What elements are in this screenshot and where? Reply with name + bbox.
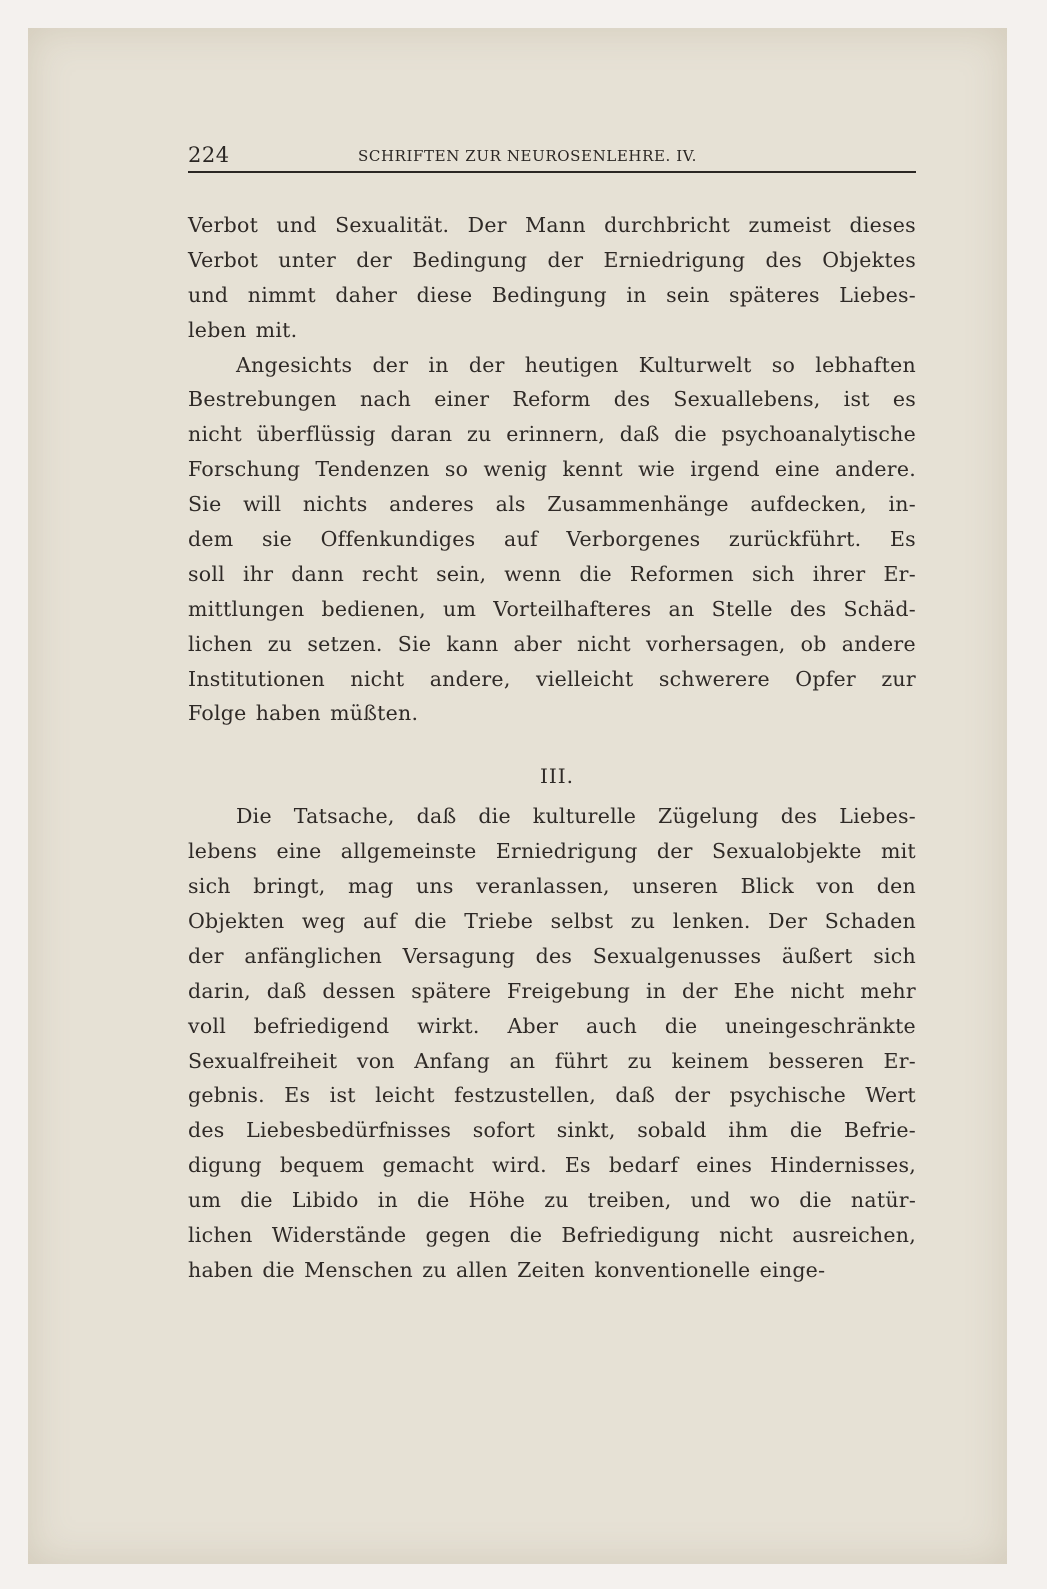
- text-line: leben mit.: [188, 317, 298, 342]
- text-line: Institutionen nicht andere, vielleicht schwerere Opfer zur: [188, 666, 916, 691]
- text-line: lebens eine allgemeinste Erniedrigung der Sexualobjekte mit: [188, 839, 916, 864]
- text-line: der anfänglichen Versagung des Sexualgenusses äußert sich: [188, 943, 916, 968]
- page-number: 224: [188, 143, 230, 167]
- text-line: haben die Menschen zu allen Zeiten konventionelle einge-: [188, 1257, 826, 1282]
- text-line: Sexualfreiheit von Anfang an führt zu keinem besseren Er-: [188, 1048, 916, 1073]
- text-line: sich bringt, mag uns veranlassen, unseren Blick von den: [188, 874, 916, 899]
- text-line: um die Libido in die Höhe zu treiben, und wo die natür-: [188, 1188, 916, 1213]
- body-text: [188, 208, 916, 1288]
- text-line: Verbot und Sexualität. Der Mann durchbricht zumeist dieses: [188, 213, 916, 237]
- text-line: Folge haben müßten.: [188, 701, 419, 726]
- text-line: und nimmt daher diese Bedingung in sein späteres Liebes-: [188, 282, 916, 307]
- paragraph: [188, 208, 916, 348]
- text-line: lichen Widerstände gegen die Befriedigung nicht ausreichen,: [188, 1223, 916, 1248]
- running-title: SCHRIFTEN ZUR NEUROSENLEHRE. IV.: [358, 147, 697, 165]
- text-line: Forschung Tendenzen so wenig kennt wie irgend eine andere.: [188, 457, 916, 482]
- text-line: Objekten weg auf die Triebe selbst zu lenken. Der Schaden: [188, 909, 916, 934]
- section-heading: III.: [539, 764, 575, 789]
- text-line: mittlungen bedienen, um Vorteilhafteres an Stelle des Schäd-: [188, 596, 916, 621]
- text-line: gebnis. Es ist leicht festzustellen, daß der psychische Wert: [188, 1083, 916, 1108]
- text-line: nicht überflüssig daran zu erinnern, daß die psychoanalytische: [188, 422, 916, 447]
- running-head: [188, 143, 916, 173]
- text-line: lichen zu setzen. Sie kann aber nicht vorhersagen, ob andere: [188, 631, 916, 656]
- text-line: voll befriedigend wirkt. Aber auch die uneingeschränkte: [188, 1013, 916, 1038]
- paragraph: [188, 348, 916, 732]
- text-before-section: [188, 208, 916, 731]
- text-line: dem sie Offenkundiges auf Verborgenes zurückführt. Es: [188, 527, 916, 552]
- book-page: [188, 143, 916, 1288]
- text-line: Die Tatsache, daß die kulturelle Zügelung des Liebes-: [236, 804, 916, 829]
- text-line: Angesichts der in der heutigen Kulturwelt so lebhaften: [236, 352, 916, 377]
- text-line: darin, daß dessen spätere Freigebung in der Ehe nicht mehr: [188, 978, 916, 1003]
- text-line: Verbot unter der Bedingung der Erniedrigung des Objektes: [188, 247, 916, 272]
- text-line: digung bequem gemacht wird. Es bedarf eines Hindernisses,: [188, 1153, 916, 1178]
- text-line: Sie will nichts anderes als Zusammenhänge aufdecken, in-: [188, 492, 916, 517]
- text-line: Bestrebungen nach einer Reform des Sexuallebens, ist es: [188, 387, 916, 412]
- text-after-section: [188, 799, 916, 1287]
- text-line: des Liebesbedürfnisses sofort sinkt, sobald ihm die Befrie-: [188, 1118, 916, 1143]
- text-line: soll ihr dann recht sein, wenn die Reformen sich ihrer Er-: [188, 561, 916, 586]
- paragraph: [188, 799, 916, 1287]
